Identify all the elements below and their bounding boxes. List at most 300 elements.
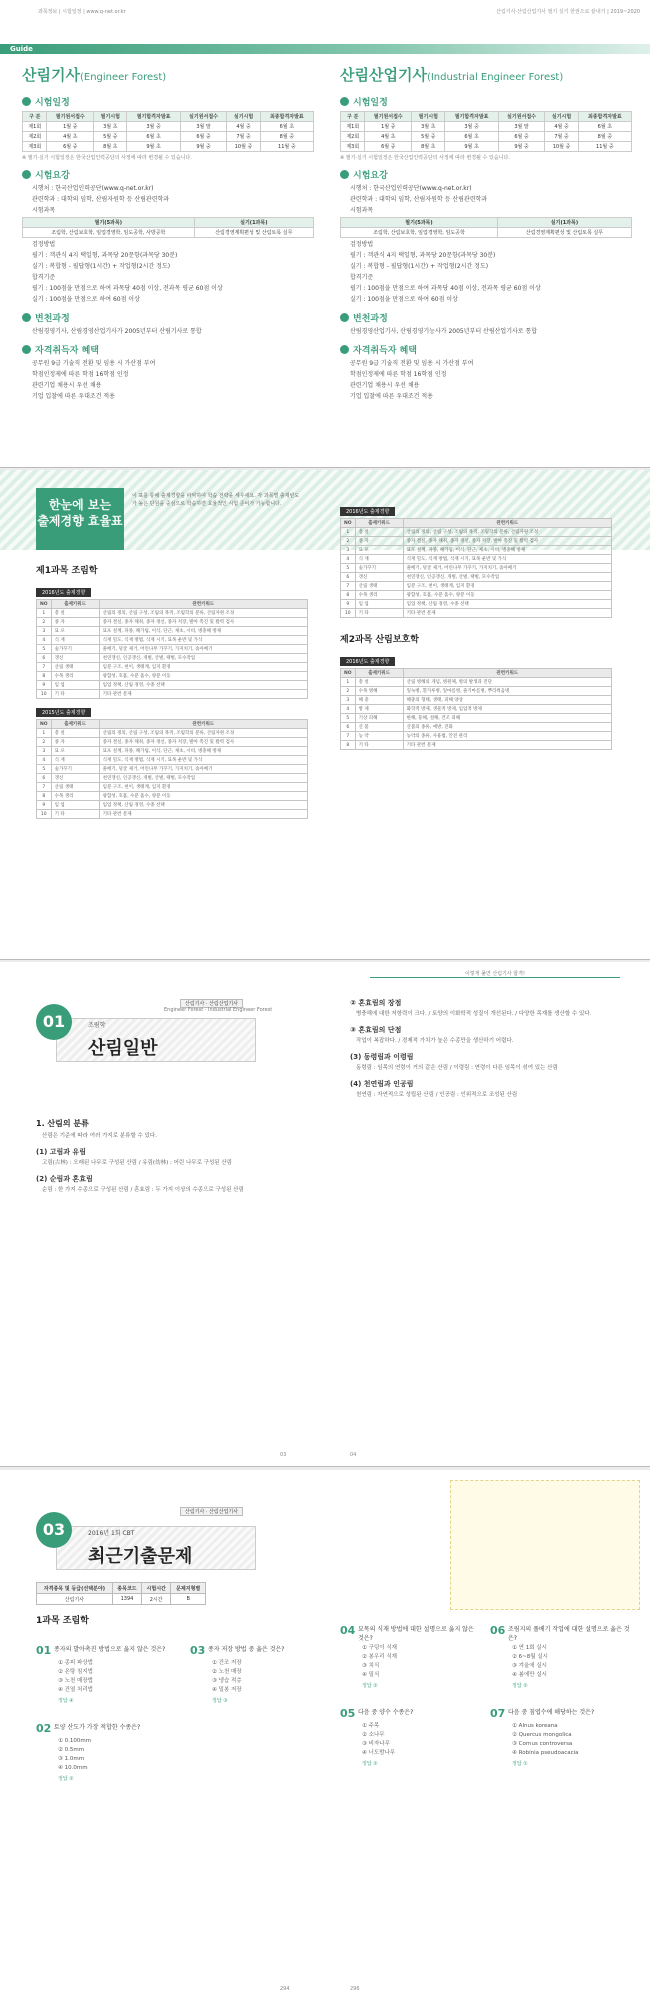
table-cell: 제2회: [341, 132, 365, 142]
table-row: [37, 774, 308, 783]
table-cell: 5: [341, 714, 356, 723]
question: [490, 1624, 630, 1642]
question-number: 07: [490, 1707, 506, 1720]
question-text: 조림지의 풀베기 작업에 대한 설명으로 옳은 것은?: [508, 1626, 630, 1642]
table-cell: 8월 중: [260, 132, 313, 142]
answer-option: ③ 비자나무: [362, 1741, 390, 1747]
exam-info-left: 산림기사(Engineer Forest) 시험일정 구 분 필기원서접수 필기시험 필기합격자발표 실기원서접수 실기시험 최종합격자발표 제1회 1월 중 3월 초 3월 중 3월 말 4월 중 6월 초 제2회 4월 초 5월 중 6월 초 6월 중 7월 중 8월 중 제3회 6월 중 8월 초 9월 초 9월 중 10월 중 11월 중 ※ 필기·실기 시험일정은 한국산업인력공단의 사정에 따라 변경될 수 있습니다. 시험요강 시행처 : 한국산업인력공단(www.q-net.or.kr) 관련학과 : 대학의 임학, 산림자원학 등 산림관련학과 시험과목 필기(5과목) 실기(1과목) 조림학, 산림보호학, 임업경영학, 임도공학, 사방공학 산림경영계획편성 및 산림토목 실무 검정방법 필기 : 객관식 4지 택일형, 과목당 20문항(과목당 30분) 실기 : 복합형 - 필답형(1시간) + 작업형(2시간 정도) 합격기준 필기 : 100점을 만점으로 하여 과목당 40점 이상, 전과목 평균 60점 이상 실기 : 100점을 만점으로 하여 60점 이상 변천과정 산림경영기사, 산림경영산업기사가 2005년부터 산림기사로 통합 자격취득자 혜택 공무원 9급 기술직 전환 및 임용 시 가산점 부여 학점인정제에 따른 학점 16학점 인정 관련기업 채용시 우선 채용 기업 입찰에 따른 우대조건 적용: [22, 64, 314, 403]
table-cell: 6월 중: [47, 142, 94, 152]
table-row: [341, 555, 612, 564]
bullet-icon: [22, 345, 31, 354]
table-cell: 식재 밀도, 식재 방법, 식재 시기, 묘목 운반 및 가식: [99, 756, 307, 765]
table-row: [37, 783, 308, 792]
chapter-tag: 산림기사 · 산림산업기사: [180, 999, 243, 1008]
answer-option: ③ Cornus controversa: [512, 1741, 573, 1747]
body-text: 순림 : 한 가지 수종으로 구성된 산림 / 혼효림 : 두 가지 이상의 수종으로 구성된 산림: [42, 1187, 244, 1193]
table-row: [341, 564, 612, 573]
trend-table: [340, 668, 612, 750]
table-row: [341, 600, 612, 609]
table-row: [341, 591, 612, 600]
answer-option: ④ 건열 처리법: [58, 1687, 93, 1693]
table-row: [341, 122, 632, 132]
table-cell: 갱신: [51, 774, 99, 783]
banner-description: 이 표를 통해 출제경향을 파악하여 학습 전략을 세우세요. 각 과목별 출제빈도가 높은 단원을 중심으로 학습하면 효율적인 시험 준비가 가능합니다.: [132, 493, 300, 507]
answer-option: ② 소나무: [362, 1732, 385, 1738]
body-text: 병충해에 대한 저항력이 크다. / 토양의 이화학적 성질이 개선된다. / 다양한 목재를 생산할 수 있다.: [356, 1011, 592, 1017]
table-cell: 1: [341, 678, 356, 687]
list-item: 필기 : 100점을 만점으로 하여 과목당 40점 이상, 전과목 평균 60점 이상: [32, 285, 223, 292]
table-row: [37, 681, 308, 690]
table-cell: 7: [37, 783, 52, 792]
answer-option: ③ 치식: [362, 1663, 380, 1669]
table-cell: 제3회: [341, 142, 365, 152]
table-cell: 산림 생태: [355, 582, 403, 591]
table-row: [341, 546, 612, 555]
table-cell: 6월 중: [180, 132, 227, 142]
table-cell: 7월 중: [545, 132, 578, 142]
question-column: [340, 1620, 480, 1781]
table-header: 필기합격자발표: [445, 112, 498, 122]
answer-key: 정답 ②: [512, 1683, 528, 1689]
table-cell: 9월 초: [445, 142, 498, 152]
table-cell: 농 약: [355, 732, 403, 741]
table-cell: 8: [341, 591, 356, 600]
question-number: 03: [190, 1644, 206, 1657]
question-text: 종자 저장 방법 중 옳은 것은?: [208, 1646, 285, 1653]
table-row: [341, 528, 612, 537]
question: [340, 1624, 480, 1642]
table-cell: 8: [37, 792, 52, 801]
subsection-heading: (3) 동령림과 이령림: [350, 1053, 414, 1061]
list-item: 합격기준: [32, 274, 56, 281]
question-column: [190, 1640, 330, 1718]
table-header: 구 분: [23, 112, 47, 122]
table-cell: 천연갱신, 인공갱신, 개벌, 산벌, 택벌, 모수작업: [403, 573, 611, 582]
table-cell: 6월 중: [365, 142, 412, 152]
answer-key: 정답 ④: [58, 1698, 74, 1704]
table-cell: 1: [37, 609, 52, 618]
table-cell: 광합성, 호흡, 수분 흡수, 양분 이동: [403, 591, 611, 600]
table-cell: 식 재: [51, 756, 99, 765]
list-item: 학점인정제에 따른 학점 16학점 인정: [350, 371, 447, 378]
table-header: NO: [37, 720, 52, 729]
table-cell: 임 업: [355, 600, 403, 609]
table-cell: 8: [37, 672, 52, 681]
table-row: [37, 747, 308, 756]
table-cell: 제2회: [23, 132, 47, 142]
answer-option: ① 연 1회 실시: [512, 1645, 547, 1651]
answer-option: ② 0.5mm: [58, 1747, 85, 1753]
table-cell: 9: [341, 600, 356, 609]
table-cell: 묘 포: [355, 546, 403, 555]
table-row: [341, 687, 612, 696]
answer-option: ③ 1.0mm: [58, 1756, 85, 1762]
answer-option: ④ 10.0mm: [58, 1765, 88, 1771]
table-header: 출제키워드: [355, 519, 403, 528]
body-text: 고림(古林) : 오래된 나무로 구성된 산림 / 유림(幼林) : 어린 나무로 구성된 산림: [42, 1160, 232, 1166]
table-cell: 1월 중: [47, 122, 94, 132]
bullet-icon: [340, 97, 349, 106]
list-item: 실기 : 복합형 - 필답형(1시간) + 작업형(2시간 정도): [350, 263, 489, 270]
table-row: [341, 696, 612, 705]
body-text: 작업이 복잡하다. / 경제적 가치가 높은 수종만을 생산하기 어렵다.: [356, 1038, 514, 1044]
table-cell: 기타 관련 문제: [403, 741, 611, 750]
table-cell: 3: [341, 696, 356, 705]
table-cell: 갱신: [355, 573, 403, 582]
question-number: 05: [340, 1707, 356, 1720]
answer-option: ② 6~8월 실시: [512, 1654, 548, 1660]
trend-right: [340, 498, 612, 750]
table-cell: 묘포 설계, 파종, 해가림, 이식, 단근, 제초, 시비, 병충해 방제: [99, 627, 307, 636]
list-item: 실기 : 100점을 만점으로 하여 60점 이상: [32, 296, 140, 303]
table-cell: 묘 포: [51, 627, 99, 636]
bullet-icon: [340, 170, 349, 179]
table-cell: 6월 중: [498, 132, 545, 142]
subsection-heading: (1) 고림과 유림: [36, 1148, 86, 1156]
trend-banner: 한눈에 보는 출제경향 효율표: [36, 488, 124, 550]
table-cell: 3: [37, 627, 52, 636]
list-item: 필기 : 객관식 4지 택일형, 과목당 20문항(과목당 30분): [32, 252, 178, 259]
table-cell: 기타 관련 문제: [403, 609, 611, 618]
table-header: 실기시험: [545, 112, 578, 122]
answer-option: ② 봉우리 식재: [362, 1654, 397, 1660]
table-row: [37, 801, 308, 810]
table-cell: 식재 밀도, 식재 방법, 식재 시기, 묘목 운반 및 가식: [99, 636, 307, 645]
list-item: 관련기업 채용시 우선 채용: [32, 382, 102, 389]
question-column: [36, 1640, 176, 1796]
schedule-table: [22, 111, 314, 152]
table-cell: 10: [37, 810, 52, 819]
table-cell: 5: [341, 564, 356, 573]
table-row: [37, 738, 308, 747]
table-cell: 잎녹병, 흰가루병, 잎마름병, 줄기마름병, 뿌리썩음병: [403, 687, 611, 696]
running-header: 이렇게 풀면 산림기사 합격!: [370, 970, 620, 978]
subsection-heading: (4) 천연림과 인공림: [350, 1080, 414, 1088]
table-cell: 2: [37, 738, 52, 747]
table-row: [37, 654, 308, 663]
table-cell: 수목 생리: [51, 792, 99, 801]
bullet-icon: [340, 345, 349, 354]
table-cell: 8월 초: [412, 142, 445, 152]
guide-page: [0, 0, 650, 468]
table-cell: 기타 관련 문제: [99, 690, 307, 699]
list-item: 검정방법: [32, 241, 56, 248]
table-header: 필기합격자발표: [127, 112, 180, 122]
table-cell: 수목 병해: [355, 687, 403, 696]
table-cell: 4월 초: [365, 132, 412, 142]
table-header: 실기원서접수: [498, 112, 545, 122]
page-number: 296: [350, 1986, 360, 1992]
body-text: 동령림 : 임목의 연령이 거의 같은 산림 / 이령림 : 연령이 다른 임목이 섞여 있는 산림: [356, 1065, 558, 1071]
question-text: 토양 산도가 가장 적합한 수종은?: [54, 1724, 141, 1731]
list-item: 학점인정제에 따른 학점 16학점 인정: [32, 371, 129, 378]
table-cell: 9월 중: [180, 142, 227, 152]
answer-key: 정답 ②: [362, 1761, 378, 1767]
exam-title: 산림산업기사(Industrial Engineer Forest): [340, 66, 564, 84]
page-number: 04: [350, 1452, 357, 1458]
answer-key: 정답 ②: [58, 1776, 74, 1782]
subject-heading: 제2과목 산림보호학: [340, 635, 419, 645]
table-cell: 3월 말: [180, 122, 227, 132]
table-cell: 산림의 정의, 산림 구성, 조림의 목적, 조림학의 분류, 산림자원 조성: [99, 609, 307, 618]
top-nav-text: 과목정보 | 시험일정 | www.q-net.or.kr: [38, 9, 126, 15]
table-cell: 1: [37, 729, 52, 738]
table-cell: 9: [37, 801, 52, 810]
subject-table: 필기(5과목) 실기(1과목) 조림학, 산림보호학, 임업경영학, 임도공학, 사방공학 산림경영계획편성 및 산림토목 실무: [22, 217, 314, 238]
table-cell: 산 불: [355, 723, 403, 732]
table-cell: 수목 생리: [51, 672, 99, 681]
table-cell: 식 재: [51, 636, 99, 645]
answer-key: 정답 ③: [212, 1698, 228, 1704]
table-row: [341, 582, 612, 591]
guide-bar: Guide: [0, 44, 650, 54]
body-right: [350, 992, 620, 1100]
exam-page: [0, 1470, 650, 2000]
bullet-icon: [22, 97, 31, 106]
table-cell: 산림 생태: [51, 663, 99, 672]
subsection-heading: ③ 혼효림의 단점: [350, 1026, 402, 1034]
table-header: 필기시험: [94, 112, 127, 122]
bullet-icon: [22, 313, 31, 322]
trend-page: [0, 470, 650, 960]
table-cell: 천연갱신, 인공갱신, 개벌, 산벌, 택벌, 모수작업: [99, 774, 307, 783]
answer-option: ④ 밀봉 저장: [212, 1687, 242, 1693]
answer-option: ④ 너도밤나무: [362, 1750, 396, 1756]
table-header: 출제키워드: [51, 720, 99, 729]
table-cell: 종 자: [355, 537, 403, 546]
table-row: [37, 636, 308, 645]
note-box: [450, 1480, 640, 1610]
answer-option: ① 건조 저장: [212, 1660, 242, 1666]
table-cell: 11월 중: [260, 142, 313, 152]
answer-option: ④ 봄에만 실시: [512, 1672, 547, 1678]
table-cell: 6: [37, 654, 52, 663]
table-row: [37, 729, 308, 738]
answer-key: 정답 ①: [512, 1761, 528, 1767]
table-cell: 임업 정책, 산림 경영, 수종 선택: [99, 801, 307, 810]
answer-option: ① 구덩이 식재: [362, 1645, 397, 1651]
table-cell: 9: [37, 681, 52, 690]
table-cell: 2: [341, 687, 356, 696]
table-cell: 4: [37, 636, 52, 645]
table-cell: 산림 병해의 개념, 병원체, 병의 발생과 진단: [403, 678, 611, 687]
subject-heading: 1과목 조림학: [36, 1616, 89, 1626]
table-cell: 7: [341, 732, 356, 741]
table-cell: 산림의 정의, 산림 구성, 조림의 목적, 조림학의 분류, 산림자원 조성: [403, 528, 611, 537]
table-cell: 풀베기, 덩굴 제거, 어린나무 가꾸기, 가지치기, 솎아베기: [99, 765, 307, 774]
section-heading: 1. 산림의 분류: [36, 1119, 89, 1128]
list-item: 필기 : 100점을 만점으로 하여 과목당 40점 이상, 전과목 평균 60점 이상: [350, 285, 541, 292]
table-cell: 총 설: [355, 528, 403, 537]
question: [190, 1644, 330, 1657]
table-cell: 8월 중: [578, 132, 631, 142]
table-cell: 4월 중: [545, 122, 578, 132]
table-header: 최종합격자발표: [260, 112, 313, 122]
list-item: 공무원 9급 기술직 전환 및 임용 시 가산점 부여: [350, 360, 474, 367]
table-cell: 10: [37, 690, 52, 699]
table-row: [341, 741, 612, 750]
table-row: [341, 705, 612, 714]
table-header: 관련키워드: [99, 600, 307, 609]
table-row: [37, 756, 308, 765]
table-header: 관련키워드: [403, 519, 611, 528]
exam-info-right: 산림산업기사(Industrial Engineer Forest) 시험일정 구 분 필기원서접수 필기시험 필기합격자발표 실기원서접수 실기시험 최종합격자발표 제1회 1월 중 3월 초 3월 중 3월 말 4월 중 6월 초 제2회 4월 초 5월 중 6월 초 6월 중 7월 중 8월 중 제3회 6월 중 8월 초 9월 초 9월 중 10월 중 11월 중 ※ 필기·실기 시험일정은 한국산업인력공단의 사정에 따라 변경될 수 있습니다. 시험요강 시행처 : 한국산업인력공단(www.q-net.or.kr) 관련학과 : 대학의 임학, 산림자원학 등 산림관련학과 시험과목 필기(5과목) 실기(1과목) 조림학, 산림보호학, 임업경영학, 임도공학 산림경영계획편성 및 산림토목 실무 검정방법 필기 : 객관식 4지 택일형, 과목당 20문항(과목당 30분) 실기 : 복합형 - 필답형(1시간) + 작업형(2시간 정도) 합격기준 필기 : 100점을 만점으로 하여 과목당 40점 이상, 전과목 평균 60점 이상 실기 : 100점을 만점으로 하여 60점 이상 변천과정 산림경영산업기사, 산림경영기능사가 2005년부터 산림산업기사로 통합 자격취득자 혜택 공무원 9급 기술직 전환 및 임용 시 가산점 부여 학점인정제에 따른 학점 16학점 인정 관련기업 채용시 우선 채용 기업 입찰에 따른 우대조건 적용: [340, 64, 632, 403]
table-cell: 2: [37, 618, 52, 627]
table-cell: 4: [341, 555, 356, 564]
chapter-title: 산림일반: [88, 1038, 158, 1059]
table-cell: 10월 중: [227, 142, 260, 152]
table-row: [23, 142, 314, 152]
table-cell: 제3회: [23, 142, 47, 152]
table-cell: 임업 정책, 산림 경영, 수종 선택: [403, 600, 611, 609]
table-row: [37, 609, 308, 618]
table-cell: 풀베기, 덩굴 제거, 어린나무 가꾸기, 가지치기, 솎아베기: [99, 645, 307, 654]
table-cell: 종 자: [51, 738, 99, 747]
table-cell: 총 설: [51, 609, 99, 618]
table-cell: 5: [37, 645, 52, 654]
table-cell: 숲가꾸기: [51, 765, 99, 774]
answer-option: ② 노천 매장: [212, 1669, 242, 1675]
table-cell: 임 업: [51, 681, 99, 690]
bullet-icon: [340, 313, 349, 322]
question: [340, 1707, 480, 1720]
table-cell: 6: [341, 723, 356, 732]
table-cell: 5: [37, 765, 52, 774]
table-header: NO: [341, 669, 356, 678]
table-header: 실기시험: [227, 112, 260, 122]
trend-table: [36, 719, 308, 819]
table-cell: 임업 정책, 산림 경영, 수종 선택: [99, 681, 307, 690]
table-cell: 3월 초: [94, 122, 127, 132]
chapter-subject: 2016년 1회 CBT: [88, 1530, 135, 1537]
table-row: [37, 618, 308, 627]
subject-table: 필기(5과목) 실기(1과목) 조림학, 산림보호학, 임업경영학, 임도공학 산림경영계획편성 및 산림토목 실무: [340, 217, 632, 238]
subject-heading: 제1과목 조림학: [36, 566, 98, 576]
table-cell: 총 설: [355, 678, 403, 687]
trend-table: [340, 518, 612, 618]
table-cell: 해 충: [355, 696, 403, 705]
table-row: [341, 537, 612, 546]
table-cell: 6: [37, 774, 52, 783]
table-row: [37, 672, 308, 681]
table-cell: 7월 중: [227, 132, 260, 142]
table-row: [37, 690, 308, 699]
table-cell: 9월 중: [498, 142, 545, 152]
list-item: 기업 입찰에 따른 우대조건 적용: [350, 393, 433, 400]
table-cell: 식 재: [355, 555, 403, 564]
table-row: [23, 132, 314, 142]
body-left: [36, 1112, 306, 1195]
question-text: 종자의 발아촉진 방법으로 옳지 않은 것은?: [54, 1646, 166, 1653]
table-cell: 산불의 종류, 예방, 진화: [403, 723, 611, 732]
table-cell: 10: [341, 609, 356, 618]
table-cell: 9월 초: [127, 142, 180, 152]
table-row: [37, 792, 308, 801]
answer-option: ① 종피 파상법: [58, 1660, 93, 1666]
table-header: 출제키워드: [51, 600, 99, 609]
table-cell: 임분 구조, 천이, 생태계, 입지 환경: [99, 663, 307, 672]
table-cell: 2: [341, 537, 356, 546]
table-cell: 광합성, 호흡, 수분 흡수, 양분 이동: [99, 792, 307, 801]
table-row: [37, 627, 308, 636]
chapter-subject: 조림학: [88, 1022, 106, 1029]
table-header: 구 분: [341, 112, 365, 122]
list-item: 기업 입찰에 따른 우대조건 적용: [32, 393, 115, 400]
answer-option: ④ 밀식: [362, 1672, 380, 1678]
question-text: 묘목의 식재 방법에 대한 설명으로 옳지 않은 것은?: [358, 1626, 474, 1642]
table-cell: 숲가꾸기: [355, 564, 403, 573]
year-tag: 2016년도 출제경향: [340, 657, 395, 666]
table-header: 필기시험: [412, 112, 445, 122]
table-cell: 임분 구조, 천이, 생태계, 입지 환경: [99, 783, 307, 792]
list-item: 필기 : 객관식 4지 택일형, 과목당 20문항(과목당 30분): [350, 252, 496, 259]
table-row: [37, 645, 308, 654]
table-row: [341, 732, 612, 741]
page-number: 03: [280, 1452, 287, 1458]
subsection-heading: ② 혼효림의 장점: [350, 999, 402, 1007]
question: [36, 1722, 176, 1735]
table-cell: 6월 초: [445, 132, 498, 142]
list-item: 실기 : 복합형 - 필답형(1시간) + 작업형(2시간 정도): [32, 263, 171, 270]
table-cell: 6월 초: [578, 122, 631, 132]
table-cell: 기 타: [355, 741, 403, 750]
table-row: [341, 678, 612, 687]
chapter-tag: 산림기사 · 산림산업기사: [180, 1507, 243, 1516]
table-cell: 3월 중: [445, 122, 498, 132]
table-cell: 산림 생태: [51, 783, 99, 792]
table-cell: 임 업: [51, 801, 99, 810]
answer-option: ② 온탕 침지법: [58, 1669, 93, 1675]
table-cell: 식재 밀도, 식재 방법, 식재 시기, 묘목 운반 및 가식: [403, 555, 611, 564]
chapter-number: 03: [36, 1512, 72, 1548]
answer-option: ③ 노천 매장법: [58, 1678, 93, 1684]
table-cell: 기 타: [51, 810, 99, 819]
table-header: 관련키워드: [99, 720, 307, 729]
chapter-number: 01: [36, 1004, 72, 1040]
table-cell: 묘포 설계, 파종, 해가림, 이식, 단근, 제초, 시비, 병충해 방제: [403, 546, 611, 555]
answer-option: ④ Robinia pseudoacacia: [512, 1750, 579, 1756]
table-cell: 3월 중: [127, 122, 180, 132]
table-row: [341, 573, 612, 582]
question: [490, 1707, 630, 1720]
table-row: [37, 663, 308, 672]
table-cell: 1: [341, 528, 356, 537]
question-number: 04: [340, 1624, 356, 1637]
question: [36, 1644, 176, 1657]
table-header: 필기원서접수: [47, 112, 94, 122]
table-cell: 기상 피해: [355, 714, 403, 723]
year-tag: 2015년도 출제경향: [36, 708, 91, 717]
year-tag: 2016년도 출제경향: [340, 507, 395, 516]
table-cell: 숲가꾸기: [51, 645, 99, 654]
list-item: 실기 : 100점을 만점으로 하여 60점 이상: [350, 296, 458, 303]
table-cell: 7: [341, 582, 356, 591]
answer-option: ③ 겨울에 실시: [512, 1663, 547, 1669]
table-row: [37, 765, 308, 774]
table-header: 필기원서접수: [365, 112, 412, 122]
table-cell: 기 타: [355, 609, 403, 618]
table-cell: 종자 결실, 종자 채취, 종자 정선, 종자 저장, 발아 촉진 및 활력 검사: [99, 618, 307, 627]
table-row: [341, 609, 612, 618]
exam-title: 산림기사(Engineer Forest): [22, 66, 167, 84]
table-header: 관련키워드: [403, 669, 611, 678]
table-cell: 묘포 설계, 파종, 해가림, 이식, 단근, 제초, 시비, 병충해 방제: [99, 747, 307, 756]
trend-table: [36, 599, 308, 699]
bullet-icon: [22, 170, 31, 179]
question-number: 06: [490, 1624, 506, 1637]
answer-option: ① 주목: [362, 1723, 380, 1729]
table-cell: 산림의 정의, 산림 구성, 조림의 목적, 조림학의 분류, 산림자원 조성: [99, 729, 307, 738]
